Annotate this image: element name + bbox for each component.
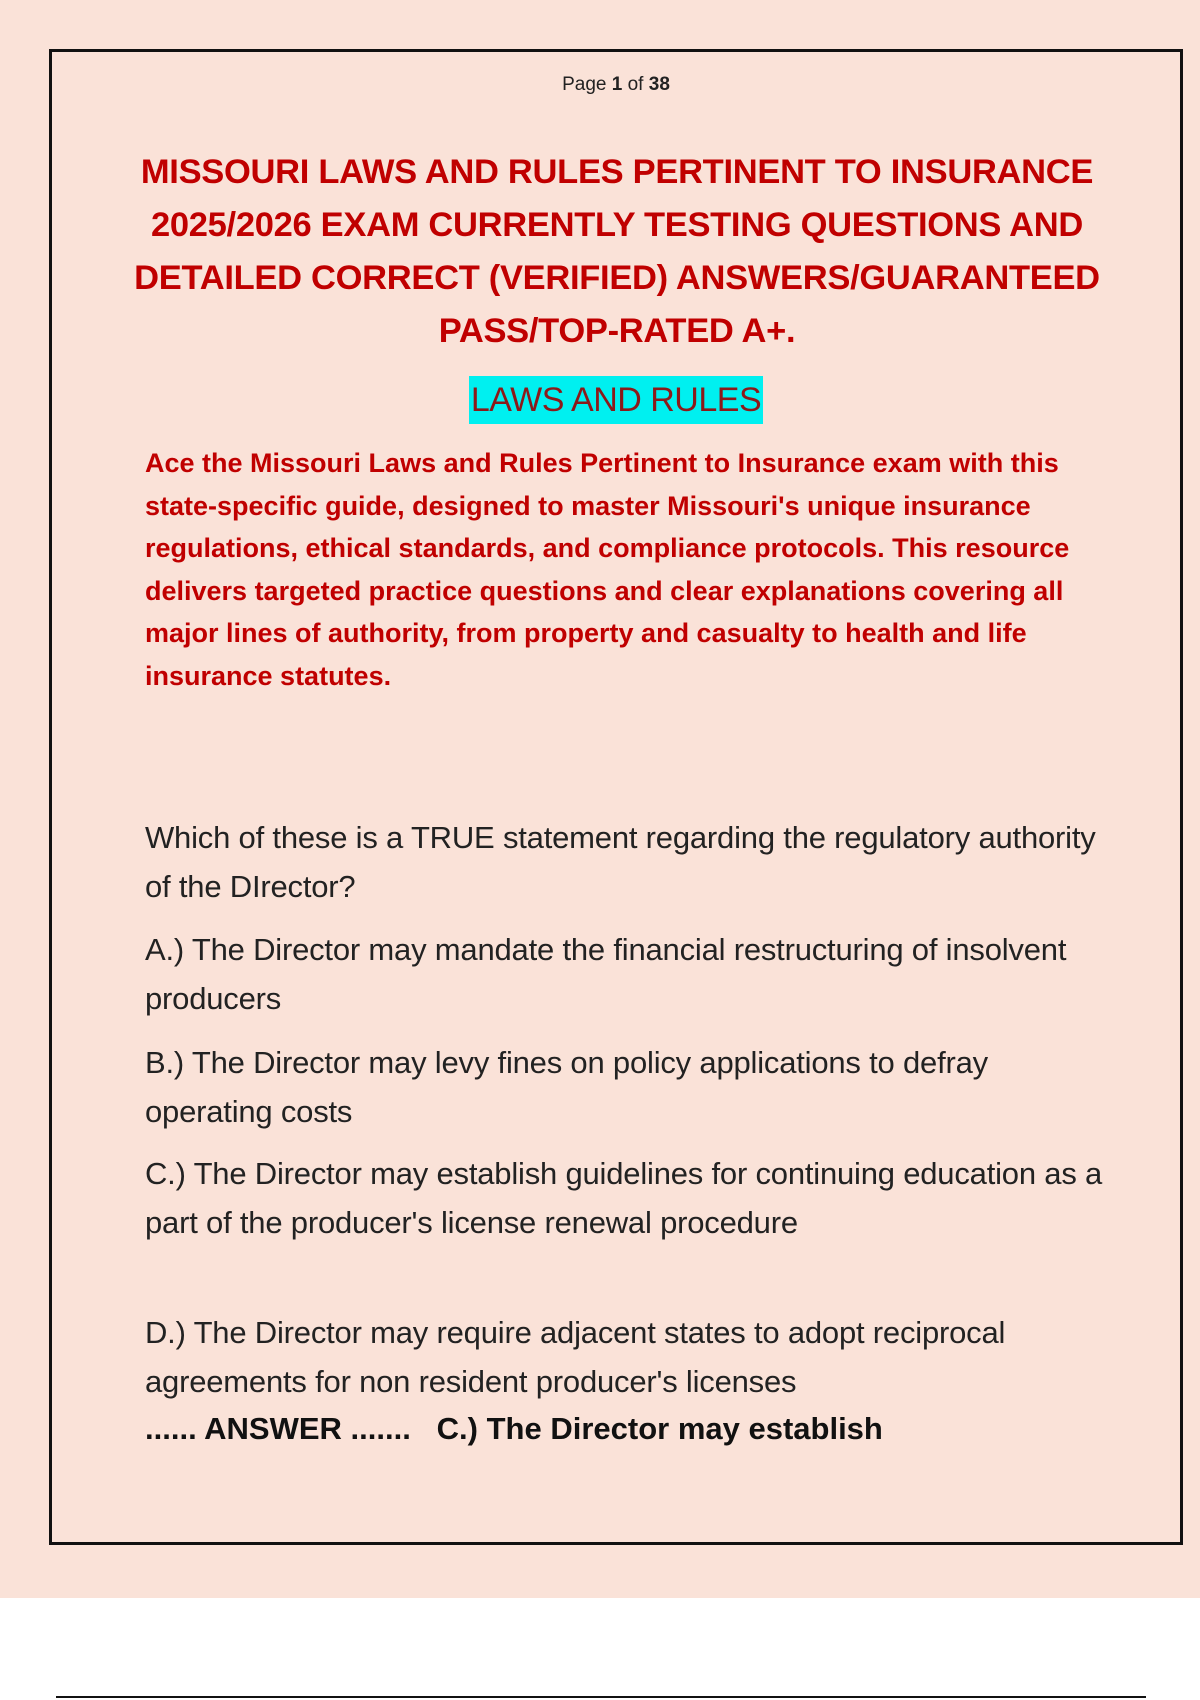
option-a: A.) The Director may mandate the financial restructuring of insolvent producers [145,932,1067,1016]
answer-line [145,1405,1105,1454]
document-title: MISSOURI LAWS AND RULES PERTINENT TO INSURANCE 2025/2026 EXAM CURRENTLY TESTING QUESTIONS AND DETAILED CORRECT (VERIFIED) ANSWERS/GUARANTEED PASS/TOP-RATED A+. [134,153,1100,350]
page-divider [56,1696,1146,1698]
intro-paragraph: Ace the Missouri Laws and Rules Pertinent to Insurance exam with this state-specific guide, designed to master Missouri's unique insurance regulations, ethical standards, and compliance protocols. This resource delivers targeted practice questions and clear explanations covering all major lines of authority, from property and casualty to health and life insurance statutes. [145,448,1070,691]
option-b: B.) The Director may levy fines on policy applications to defray operating costs [145,1045,988,1129]
page-of: of [627,74,644,95]
option-c: C.) The Director may establish guidelines for continuing education as a part of the producer's license renewal procedure [145,1156,1103,1240]
page-total: 38 [648,74,670,95]
option-d: D.) The Director may require adjacent states to adopt reciprocal agreements for non resident producer's licenses [145,1315,1006,1399]
page-label: Page [562,74,607,95]
question-text: Which of these is a TRUE statement regarding the regulatory authority of the DIrector? [145,820,1096,904]
page-current: 1 [611,74,623,95]
answer-text: C.) The Director may establish [436,1411,883,1446]
section-subheading: LAWS AND RULES [469,376,763,424]
answer-label: ...... ANSWER ....... [145,1411,411,1446]
subheading-container [0,376,1200,424]
page-number [0,74,1200,96]
